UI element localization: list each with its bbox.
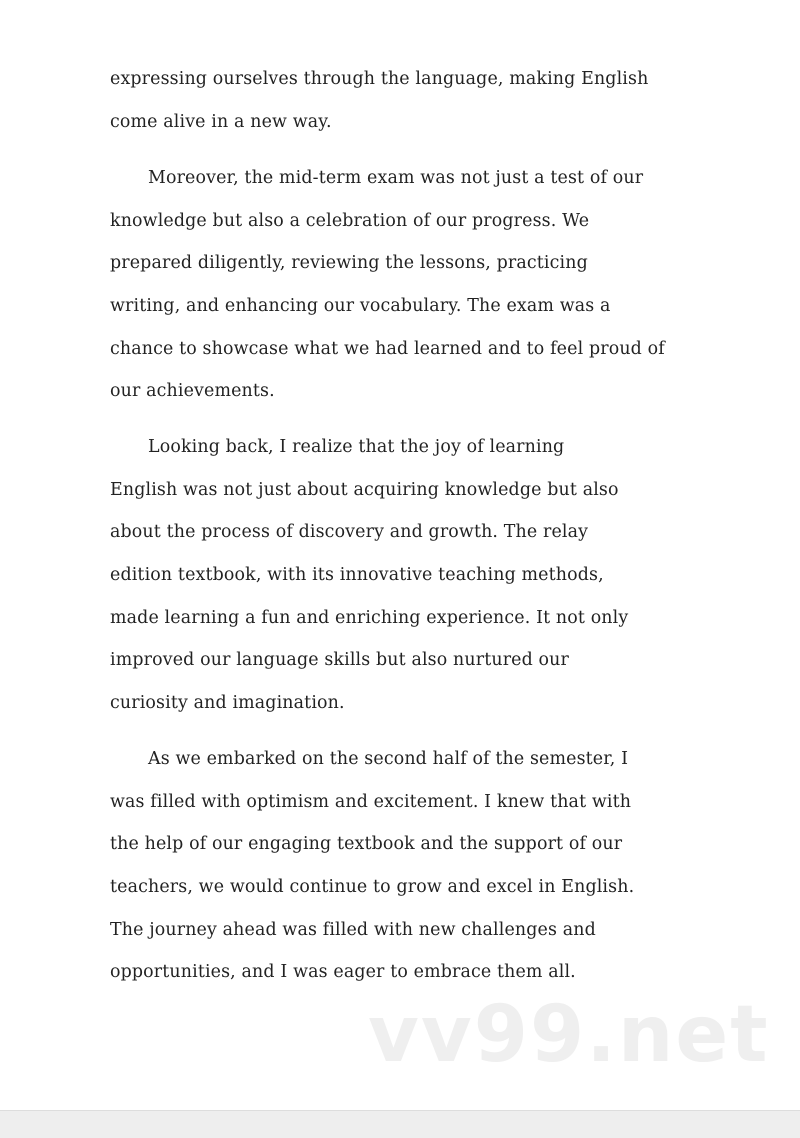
- text-line: edition textbook, with its innovative teaching methods,: [110, 565, 604, 586]
- paragraph-4: [110, 738, 710, 994]
- text-line: Looking back, I realize that the joy of learning: [148, 437, 565, 457]
- text-line: about the process of discovery and growth. The relay: [110, 522, 589, 543]
- text-line: English was not just about acquiring knowledge but also: [110, 479, 619, 500]
- text-line: As we embarked on the second half of the semester, I: [148, 749, 629, 769]
- text-line: writing, and enhancing our vocabulary. The exam was a: [110, 296, 611, 317]
- paragraph-1: [110, 58, 710, 143]
- text-line: expressing ourselves through the language, making English: [110, 69, 649, 89]
- text-line: improved our language skills but also nurtured our: [110, 650, 569, 671]
- text-line: teachers, we would continue to grow and excel in English.: [110, 877, 635, 898]
- text-line: opportunities, and I was eager to embrace them all.: [110, 962, 576, 983]
- text-line: knowledge but also a celebration of our progress. We: [110, 210, 590, 231]
- page-gutter: [0, 1110, 800, 1138]
- text-line: was filled with optimism and excitement. I knew that with: [110, 791, 632, 812]
- text-line: Moreover, the mid-term exam was not just a test of our: [148, 168, 644, 188]
- text-line: made learning a fun and enriching experience. It not only: [110, 607, 629, 628]
- text-line: prepared diligently, reviewing the lessons, practicing: [110, 253, 588, 274]
- text-line: The journey ahead was filled with new challenges and: [110, 919, 596, 940]
- text-line: curiosity and imagination.: [110, 693, 345, 714]
- text-line: our achievements.: [110, 381, 275, 402]
- text-line: the help of our engaging textbook and the support of our: [110, 834, 623, 855]
- paragraph-2: [110, 157, 710, 413]
- text-line: chance to showcase what we had learned and to feel proud of: [110, 338, 665, 359]
- paragraph-3: [110, 426, 710, 725]
- text-line: come alive in a new way.: [110, 111, 332, 132]
- watermark: vv99.net: [368, 990, 770, 1080]
